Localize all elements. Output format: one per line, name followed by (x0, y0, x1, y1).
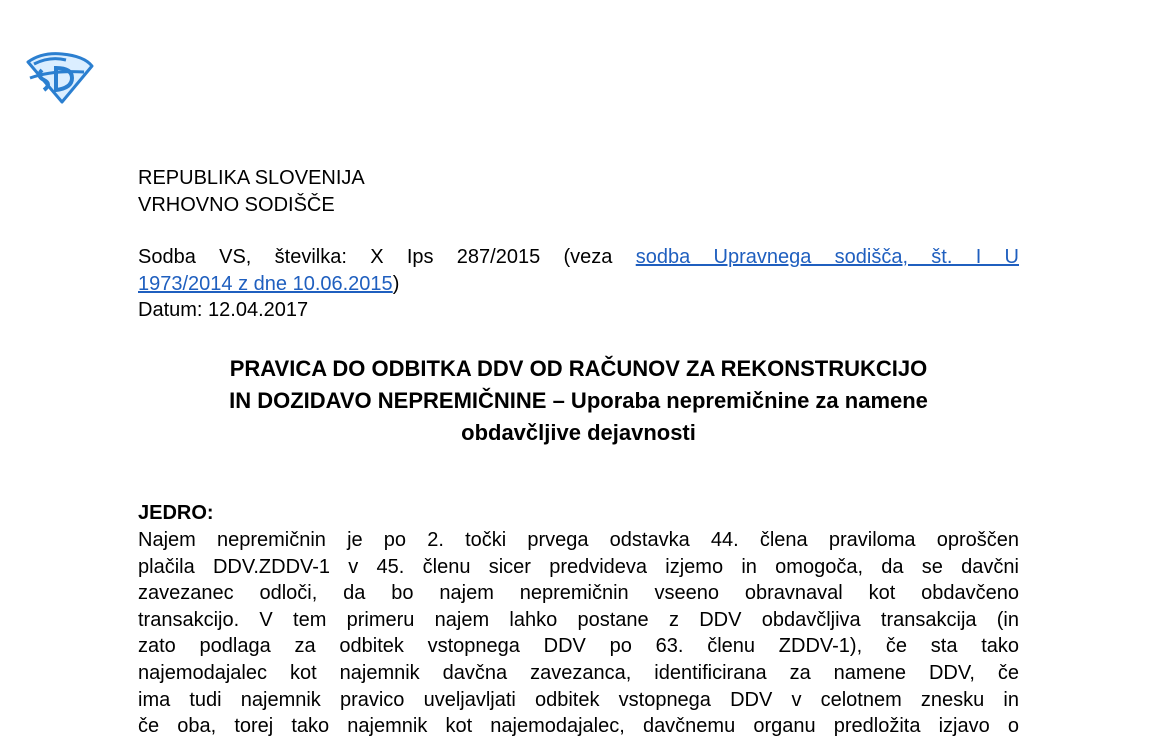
reference-suffix: ) (392, 272, 400, 295)
lower-court-link-part1[interactable]: sodba Upravnega sodišča, št. I U (635, 246, 1019, 268)
jedro-heading: JEDRO: (138, 502, 214, 524)
jedro-body (138, 527, 1019, 740)
jedro-line: zato podlaga za odbitek vstopnega DDV po 63. členu ZDDV-1), če sta tako (138, 635, 1019, 658)
country-name: REPUBLIKA SLOVENIJA (138, 167, 365, 189)
jedro-line: ima tudi najemnik pravico uveljavljati odbitek vstopnega DDV v celotnem znesku in (138, 688, 1019, 711)
title-line-1: PRAVICA DO ODBITKA DDV OD RAČUNOV ZA REKONSTRUKCIJO (229, 356, 928, 381)
jedro-line: zavezanec odloči, da bo najem nepremičnin vseeno obravnaval kot obdavčeno (138, 582, 1019, 605)
reference-line-1 (138, 244, 1019, 271)
jedro-line: plačila DDV.ZDDV-1 v 45. členu sicer predvideva izjemo in omogoča, da se davčni (138, 555, 1019, 578)
reference-line-2 (138, 271, 1019, 298)
lower-court-link-part2[interactable]: 1973/2014 z dne 10.06.2015 (138, 272, 393, 295)
decision-date: Datum: 12.04.2017 (138, 299, 309, 322)
case-reference (138, 244, 1019, 324)
jedro-line: najemodajalec kot najemnik davčna zavezanca, identificirana za namene DDV, če (138, 661, 1019, 684)
jedro-line: transakcijo. V tem primeru najem lahko postane z DDV obdavčljiva transakcija (in (138, 608, 1019, 631)
jedro-line: če oba, torej tako najemnik kot najemodajalec, davčnemu organu predložita izjavo o (138, 715, 1019, 738)
reference-prefix: Sodba VS, številka: X Ips 287/2015 (veza (138, 246, 613, 268)
court-header (138, 165, 1019, 218)
title-line-3: obdavčljive dejavnosti (461, 420, 696, 445)
jedro-line: Najem nepremičnin je po 2. točki prvega odstavka 44. člena praviloma oproščen (138, 529, 1019, 551)
document-title (138, 353, 1019, 449)
court-name: VRHOVNO SODIŠČE (138, 193, 335, 216)
vs-court-logo-icon (22, 48, 96, 104)
title-line-2: IN DOZIDAVO NEPREMIČNINE – Uporaba nepremičnine za namene (229, 388, 928, 413)
